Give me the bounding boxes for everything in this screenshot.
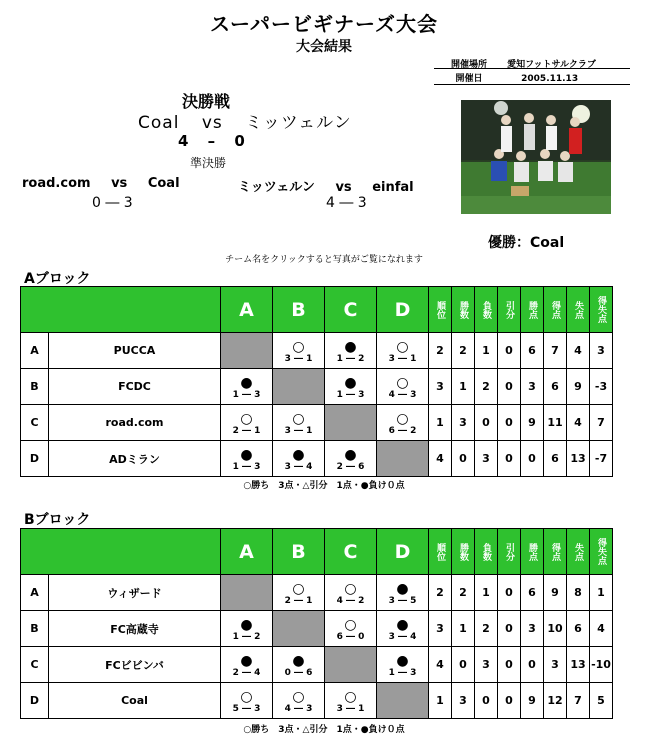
stat-header: 失点 [567,287,590,333]
self-match-cell [221,333,273,369]
result-symbol: ● [344,374,357,391]
stat-cell: 2 [452,333,475,369]
stat-cell: 6 [544,441,567,477]
semi-match-2 [238,176,414,195]
result-cell [273,647,325,683]
result-cell [377,405,429,441]
team-name-link[interactable]: FCDC [49,369,221,405]
table-row [21,333,613,369]
col-header-d: D [377,287,429,333]
result-symbol: ○ [292,580,305,597]
header-corner [21,529,221,575]
final-team2[interactable]: ミッツェルン [245,113,352,133]
result-score: 1 ― 2 [336,353,365,364]
stat-cell: 7 [544,333,567,369]
stat-cell: 12 [544,683,567,719]
result-symbol: ● [240,652,253,669]
stat-cell: 1 [475,333,498,369]
team-name-link[interactable]: PUCCA [49,333,221,369]
stat-cell: 0 [498,575,521,611]
self-match-cell [221,575,273,611]
stat-cell: 1 [429,405,452,441]
stat-header: 得失点 [590,529,613,575]
result-score: 3 ― 1 [284,353,313,364]
table-row [21,575,613,611]
self-match-cell [377,441,429,477]
result-score: 2 ― 6 [336,461,365,472]
semi2-team2[interactable]: einfal [372,180,414,195]
stat-cell: 3 [521,369,544,405]
result-symbol: ○ [344,688,357,705]
result-score: 3 ― 1 [388,353,417,364]
final-score1: 4 [178,132,189,150]
stat-cell: 6 [521,333,544,369]
stat-cell: 9 [521,683,544,719]
table-row [21,405,613,441]
info-divider [434,68,630,69]
table-header-row [21,529,613,575]
result-cell [325,611,377,647]
stat-header: 引分 [498,287,521,333]
self-match-cell [325,405,377,441]
stat-cell: 4 [567,333,590,369]
table-row [21,611,613,647]
stat-cell: 4 [590,611,613,647]
result-cell [221,647,273,683]
stat-cell: 0 [498,683,521,719]
col-header-b: B [273,529,325,575]
final-vs: vs [201,113,223,133]
stat-cell: 2 [429,333,452,369]
result-score: 1 ― 3 [388,667,417,678]
stat-cell: 3 [521,611,544,647]
stat-header: 引分 [498,529,521,575]
semi-heading: 準決勝 [190,156,227,170]
stat-cell: 3 [429,369,452,405]
semi2-team1[interactable]: ミッツェルン [238,180,315,195]
semi1-score: 0 ― 3 [92,195,133,211]
stat-cell: 2 [452,575,475,611]
result-cell [221,441,273,477]
result-cell [325,333,377,369]
result-cell [377,611,429,647]
table-row [21,441,613,477]
stat-cell: 8 [567,575,590,611]
result-symbol: ● [396,580,409,597]
stat-cell: 0 [475,405,498,441]
row-letter: C [21,405,49,441]
stat-cell: 1 [452,611,475,647]
result-symbol: ● [344,446,357,463]
result-cell [325,575,377,611]
block-a-table [20,286,613,477]
header-corner [21,287,221,333]
result-cell [273,441,325,477]
result-cell [273,683,325,719]
result-cell [221,683,273,719]
result-cell [377,369,429,405]
col-header-a: A [221,287,273,333]
semi-match-1 [22,176,180,191]
final-matchup [138,108,352,133]
self-match-cell [325,647,377,683]
stat-cell: 11 [544,405,567,441]
self-match-cell [273,369,325,405]
block-a-legend: ○勝ち 3点・△引分 1点・●負け０点 [243,481,405,491]
result-score: 4 ― 2 [336,595,365,606]
stat-header: 勝数 [452,287,475,333]
winner-team-photo [461,100,611,214]
result-score: 1 ― 3 [336,389,365,400]
result-symbol: ● [396,652,409,669]
team-name-link[interactable]: Coal [49,683,221,719]
stat-header: 勝点 [521,287,544,333]
result-score: 0 ― 6 [284,667,313,678]
result-score: 3 ― 1 [336,703,365,714]
stat-cell: 13 [567,441,590,477]
stat-cell: 7 [590,405,613,441]
semi2-vs: vs [335,180,352,195]
semi1-team2[interactable]: Coal [147,176,180,191]
result-score: 1 ― 3 [232,389,261,400]
stat-cell: 6 [567,611,590,647]
stat-cell: 4 [567,405,590,441]
stat-cell: -7 [590,441,613,477]
result-score: 1 ― 2 [232,631,261,642]
col-header-b: B [273,287,325,333]
block-a-title: Aブロック [24,271,91,287]
stat-cell: 1 [590,575,613,611]
result-cell [377,647,429,683]
semi1-vs: vs [111,176,128,191]
venue-value: 愛知フットサルクラブ [507,60,596,70]
photo-illustration [461,100,611,214]
date-row [434,71,630,84]
team-name-link[interactable]: FCビビンバ [49,647,221,683]
stat-cell: 0 [452,441,475,477]
stat-cell: 2 [475,611,498,647]
result-symbol: ○ [396,338,409,355]
stat-cell: 3 [590,333,613,369]
result-score: 1 ― 3 [232,461,261,472]
result-score: 6 ― 2 [388,425,417,436]
final-score-dash: – [207,132,216,150]
result-cell [273,333,325,369]
col-header-c: C [325,287,377,333]
row-letter: A [21,575,49,611]
stat-header: 得失点 [590,287,613,333]
stat-cell: 0 [498,611,521,647]
stat-cell: 4 [429,647,452,683]
col-header-d: D [377,529,429,575]
result-symbol: ● [292,652,305,669]
stat-cell: 0 [498,405,521,441]
stat-cell: 2 [475,369,498,405]
stat-cell: 0 [498,333,521,369]
final-team1[interactable]: Coal [138,113,180,133]
stat-cell: 0 [498,441,521,477]
team-name-link[interactable]: ウィザード [49,575,221,611]
stat-cell: 3 [544,647,567,683]
stat-cell: 10 [544,611,567,647]
stat-header: 順位 [429,529,452,575]
result-symbol: ○ [344,616,357,633]
result-symbol: ○ [396,374,409,391]
team-name-link[interactable]: road.com [49,405,221,441]
stat-cell: 5 [590,683,613,719]
row-letter: D [21,441,49,477]
result-symbol: ● [240,616,253,633]
stat-header: 勝数 [452,529,475,575]
table-row [21,647,613,683]
col-header-c: C [325,529,377,575]
stat-cell: 1 [429,683,452,719]
info-divider [434,84,630,85]
final-heading: 決勝戦 [182,92,231,111]
stat-cell: 0 [498,369,521,405]
stat-cell: 4 [429,441,452,477]
page-subtitle: 大会結果 [296,39,352,55]
stat-cell: 0 [521,647,544,683]
date-label: 開催日 [455,74,483,84]
team-name-link[interactable]: ADミラン [49,441,221,477]
stat-cell: 0 [521,441,544,477]
team-name-link[interactable]: FC高蔵寺 [49,611,221,647]
stat-cell: 1 [452,369,475,405]
stat-header: 負数 [475,287,498,333]
stat-cell: 0 [475,683,498,719]
result-score: 2 ― 4 [232,667,261,678]
stat-cell: -3 [590,369,613,405]
final-score2: 0 [234,132,245,150]
final-score [178,132,245,150]
result-symbol: ○ [396,410,409,427]
stat-cell: 0 [452,647,475,683]
result-cell [221,405,273,441]
semi1-team1[interactable]: road.com [22,176,91,191]
stat-header: 勝点 [521,529,544,575]
result-score: 3 ― 4 [284,461,313,472]
self-match-cell [377,683,429,719]
stat-cell: 2 [429,575,452,611]
semi2-score: 4 ― 3 [326,195,367,211]
result-cell [221,369,273,405]
stat-header: 順位 [429,287,452,333]
stat-cell: 3 [452,405,475,441]
result-score: 3 ― 4 [388,631,417,642]
table-header-row [21,287,613,333]
block-b-table [20,528,613,719]
self-match-cell [273,611,325,647]
block-b-title: Bブロック [24,512,91,528]
stat-cell: 3 [429,611,452,647]
stat-cell: -10 [590,647,613,683]
stat-cell: 0 [498,647,521,683]
stat-cell: 3 [452,683,475,719]
winner-label: 優勝：Coal [488,235,565,251]
result-symbol: ● [396,616,409,633]
result-cell [273,575,325,611]
stat-cell: 9 [544,575,567,611]
result-score: 4 ― 3 [388,389,417,400]
result-cell [325,369,377,405]
result-cell [377,575,429,611]
row-letter: B [21,369,49,405]
photo-note: チーム名をクリックすると写真がご覧になれます [225,255,423,265]
row-letter: A [21,333,49,369]
stat-cell: 6 [521,575,544,611]
result-symbol: ● [344,338,357,355]
block-b-legend: ○勝ち 3点・△引分 1点・●負け０点 [243,725,405,735]
stat-cell: 3 [475,647,498,683]
result-symbol: ○ [240,688,253,705]
result-score: 4 ― 3 [284,703,313,714]
page-title: スーパービギナーズ大会 [210,12,438,36]
result-symbol: ○ [240,410,253,427]
table-row [21,369,613,405]
result-score: 2 ― 1 [284,595,313,606]
result-symbol: ○ [292,688,305,705]
stat-header: 得点 [544,529,567,575]
result-cell [325,683,377,719]
result-symbol: ○ [292,338,305,355]
stat-cell: 9 [567,369,590,405]
stat-cell: 9 [521,405,544,441]
row-letter: C [21,647,49,683]
row-letter: D [21,683,49,719]
result-score: 2 ― 1 [232,425,261,436]
date-value: 2005.11.13 [521,74,579,84]
table-row [21,683,613,719]
col-header-a: A [221,529,273,575]
stat-header: 失点 [567,529,590,575]
result-cell [377,333,429,369]
stat-cell: 6 [544,369,567,405]
result-score: 3 ― 1 [284,425,313,436]
result-symbol: ○ [344,580,357,597]
stat-cell: 3 [475,441,498,477]
row-letter: B [21,611,49,647]
stat-cell: 7 [567,683,590,719]
result-score: 3 ― 5 [388,595,417,606]
result-cell [325,441,377,477]
result-score: 5 ― 3 [232,703,261,714]
stat-header: 負数 [475,529,498,575]
result-score: 6 ― 0 [336,631,365,642]
result-symbol: ● [240,446,253,463]
stat-header: 得点 [544,287,567,333]
result-symbol: ● [240,374,253,391]
stat-cell: 1 [475,575,498,611]
stat-cell: 13 [567,647,590,683]
result-symbol: ● [292,446,305,463]
result-symbol: ○ [292,410,305,427]
result-cell [273,405,325,441]
result-cell [221,611,273,647]
venue-label: 開催場所 [450,60,487,70]
